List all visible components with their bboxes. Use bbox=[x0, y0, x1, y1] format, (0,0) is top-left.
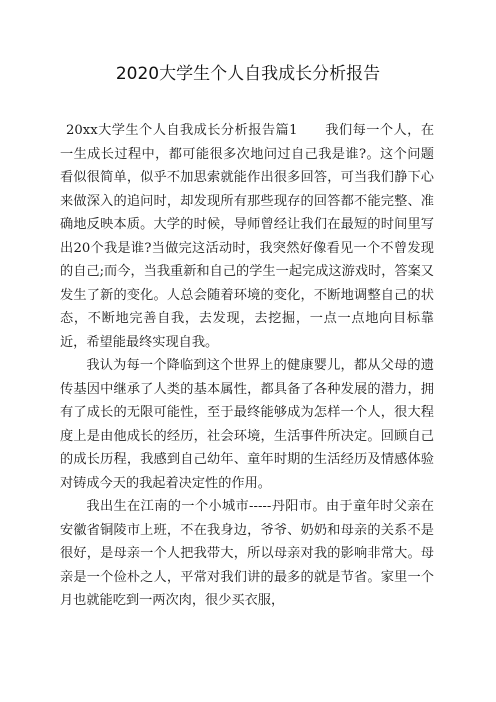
paragraph-2: 我认为每一个降临到这个世界上的健康婴儿，都从父母的遗传基因中继承了人类的基本属性，都具备了各种发展的潜力，拥有了成长的无限可能性，至于最终能够成为怎样一个人，很大程度上是由他成长的经历，社会环境，生活事件所决定。回顾自己的成长历程，我感到自己幼年、童年时期的生活经历及情感体验对铸成今天的我起着决定性的作用。 bbox=[60, 358, 434, 491]
document-title: 2020大学生个人自我成长分析报告 bbox=[115, 64, 381, 84]
document-body bbox=[60, 119, 434, 613]
paragraph-1-text: 我们每一个人，在一生成长过程中，都可能很多次地问过自己我是谁?。这个问题看似很简单，似乎不加思索就能作出很多回答，可当我们静下心来做深入的追问时，却发现所有那些现存的回答都不能完整、准确地反映本质。大学的时候，导师曾经让我们在最短的时间里写出20个我是谁?当做完这活动时，我突然好像看见一个不曾发现的自己;而今，当我重新和自己的学生一起完成这游戏时，答案又发生了新的变化。人总会随着环境的变化，不断地调整自己的状态，不断地完善自我，去发现，去挖掘，一点一点地向目标靠近，希望能最终实现自我。 bbox=[60, 123, 435, 350]
paragraph-1 bbox=[60, 119, 434, 354]
paragraph-1-lead: 20xx大学生个人自我成长分析报告篇1 bbox=[66, 123, 298, 138]
paragraph-3: 我出生在江南的一个小城市-----丹阳市。由于童年时父亲在安徽省铜陵市上班，不在我身边，爷爷、奶奶和母亲的关系不是很好，是母亲一个人把我带大，所以母亲对我的影响非常大。母亲是一个俭朴之人，平常对我们讲的最多的就是节省。家里一个月也就能吃到一两次肉，很少买衣服， bbox=[60, 499, 434, 608]
